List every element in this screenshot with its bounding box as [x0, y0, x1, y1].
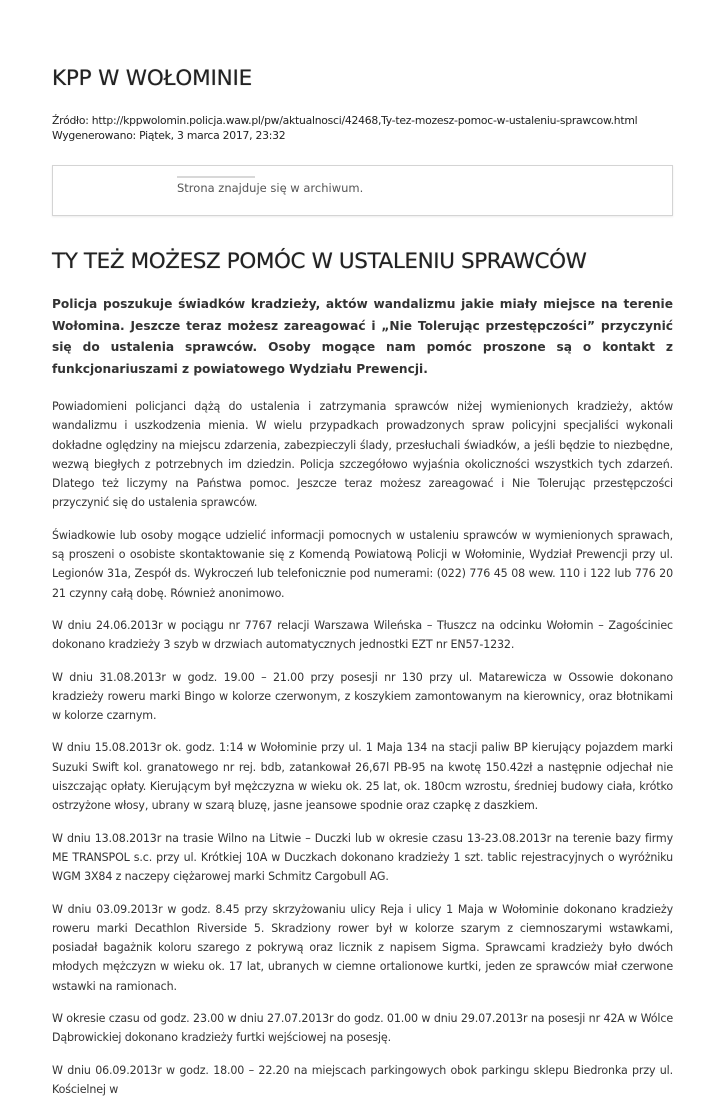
- source-line: Źródło: http://kppwolomin.policja.waw.pl/pw/aktualnosci/42468,Ty-tez-mozesz-pomoc-w-ustaleniu-sprawcow.html: [52, 114, 638, 127]
- article-title: TY TEŻ MOŻESZ POMÓC W USTALENIU SPRAWCÓW: [52, 249, 587, 274]
- article-paragraph: W dniu 03.09.2013r w godz. 8.45 przy skrzyżowaniu ulicy Reja i ulicy 1 Maja w Wołominie dokonano kradzieży roweru marki Decathlon Riverside 5. Skradziony rower był w kolorze szarym z ciemnoszarymi wstawkami, posiadał bagażnik koloru szarego z pokrywą oraz licznik z napisem Sigma. Sprawcami kradzieży było dwóch młodych mężczyzn w wieku ok. 17 lat, ubranych w ciemne ortalionowe kurtki, jeden ze sprawców miał czerwone wstawki na ramionach.: [52, 902, 673, 993]
- generated-line: Wygenerowano: Piątek, 3 marca 2017, 23:32: [52, 128, 286, 142]
- article-body: [52, 294, 673, 1112]
- article-paragraph: W dniu 13.08.2013r na trasie Wilno na Litwie – Duczki lub w okresie czasu 13-23.08.2013r na terenie bazy firmy ME TRANSPOL s.c. przy ul. Krótkiej 10A w Duczkach dokonano kradzieży 1 szt. tablic rejestracyjnych o wyróżniku WGM 3X84 z naczepy ciężarowej marki Schmitz Cargobull AG.: [52, 831, 673, 884]
- article-paragraph: W dniu 24.06.2013r w pociągu nr 7767 relacji Warszawa Wileńska – Tłuszcz na odcinku Wołomin – Zagościniec dokonano kradzieży 3 szyb w drzwiach automatycznych jednostki EZT nr EN57-1232.: [52, 618, 673, 652]
- archive-notice: Strona znajduje się w archiwum.: [177, 181, 364, 195]
- archive-notice-box: [52, 165, 673, 216]
- article-paragraph: Powiadomieni policjanci dążą do ustalenia i zatrzymania sprawców niżej wymienionych kradzieży, aktów wandalizmu i uszkodzenia mienia. W wielu przypadkach prowadzonych spraw policyjni specjaliści wykonali dokładne oględziny na miejscu zdarzenia, zabezpieczyli ślady, przesłuchali świadków, a jeśli będzie to niezbędne, wezwą biegłych z potrzebnych im dziedzin. Policja szczegółowo wyjaśnia okoliczności wszystkich tych zdarzeń. Dlatego też liczymy na Państwa pomoc. Jeszcze teraz możesz zareagować i Nie Tolerując przestępczości przyczynić się do ustalenia sprawców.: [52, 400, 673, 510]
- article-paragraph: Świadkowie lub osoby mogące udzielić informacji pomocnych w ustaleniu sprawców w wymienionych sprawach, są proszeni o osobiste skontaktowanie się z Komendą Powiatową Policji w Wołominie, Wydział Prewencji przy ul. Legionów 31a, Zespół ds. Wykroczeń lub telefonicznie pod numerami: (022) 776 45 08 wew. 110 i 122 lub 776 20 21 czynny całą dobę. Również anonimowo.: [52, 528, 673, 600]
- print-metadata: [52, 114, 637, 143]
- site-title: KPP W WOŁOMINIE: [52, 66, 253, 91]
- article-paragraph: W dniu 15.08.2013r ok. godz. 1:14 w Wołominie przy ul. 1 Maja 134 na stacji paliw BP kierujący pojazdem marki Suzuki Swift kol. granatowego nr rej. bdb, zatankował 26,67l PB-95 na kwotę 150.42zł a następnie odjechał nie uiszczając opłaty. Kierującym był mężczyzna w wieku ok. 25 lat, ok. 180cm wzrostu, średniej budowy ciała, krótko ostrzyżone włosy, ubrany w szarą bluzę, jasne jeansowe spodnie oraz czapkę z daszkiem.: [52, 741, 673, 813]
- archive-divider: [177, 176, 255, 178]
- article-paragraph: W dniu 06.09.2013r w godz. 18.00 – 22.20 na miejscach parkingowych obok parkingu sklepu Biedronka przy ul. Kościelnej w: [52, 1063, 673, 1096]
- article-paragraph: W dniu 31.08.2013r w godz. 19.00 – 21.00 przy posesji nr 130 przy ul. Matarewicza w Ossowie dokonano kradzieży roweru marki Bingo w kolorze czerwonym, z koszykiem zamontowanym na kierownicy, oraz błotnikami w kolorze czarnym.: [52, 670, 673, 723]
- article-paragraph: W okresie czasu od godz. 23.00 w dniu 27.07.2013r do godz. 01.00 w dniu 29.07.2013r na posesji nr 42A w Wólce Dąbrowickiej dokonano kradzieży furtki wejściowej na posesję.: [52, 1012, 673, 1045]
- article-lead: Policja poszukuje świadków kradzieży, aktów wandalizmu jakie miały miejsce na terenie Wołomina. Jeszcze teraz możesz zareagować i „Nie Tolerując przestępczości” przyczynić się do ustalenia sprawców. Osoby mogące nam pomóc proszone są o kontakt z funkcjonariuszami z powiatowego Wydziału Prewencji.: [52, 297, 673, 376]
